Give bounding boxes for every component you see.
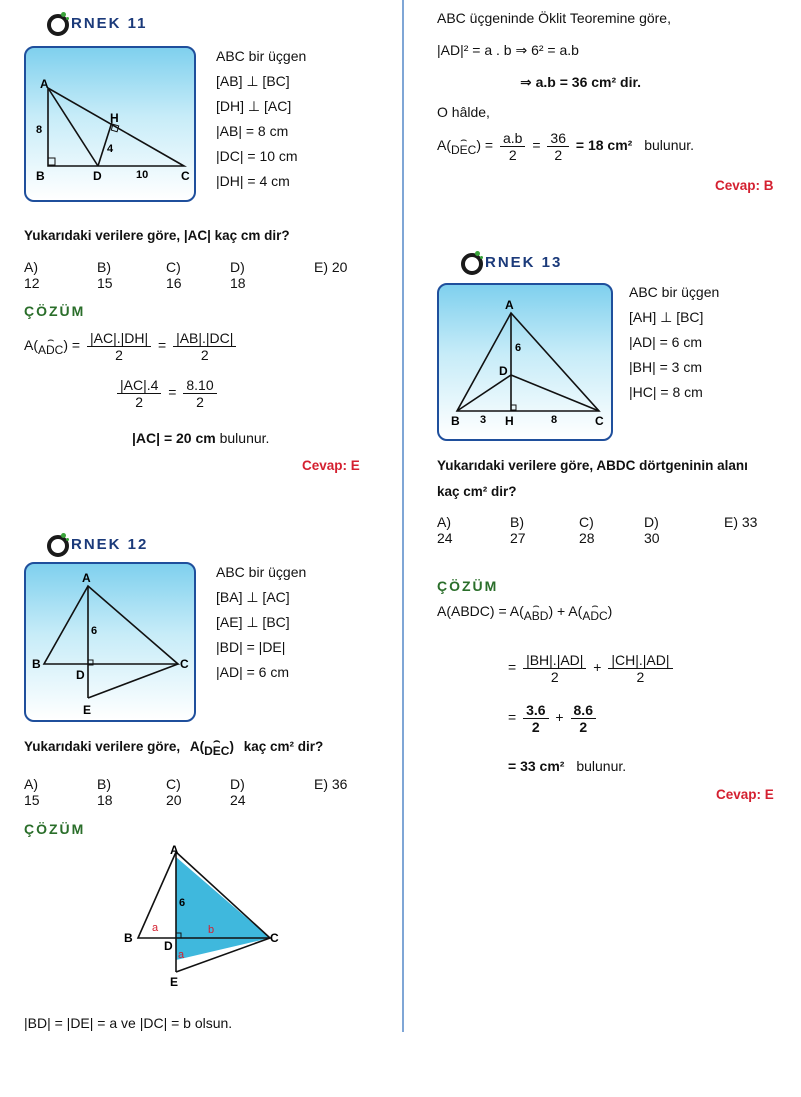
fig-label-d: D [164, 939, 173, 953]
ornek12-note: |BD| = |DE| = a ve |DC| = b olsun. [24, 1015, 233, 1031]
ornek11-triangle-figure [26, 48, 194, 200]
fig-label-e: E [83, 703, 92, 717]
option-d[interactable]: D) 30 [644, 514, 660, 546]
fig-label-8: 8 [551, 414, 558, 426]
given-line: |DC| = 10 cm [216, 148, 298, 164]
ornek12-cozum-heading: ÇÖZÜM [24, 821, 86, 837]
given-line: ABC bir üçgen [629, 284, 720, 300]
fig-label-h: H [505, 414, 514, 428]
given-line: [AE] ⊥ [BC] [216, 614, 290, 630]
fig-label-d: D [93, 169, 102, 183]
ornek11-answer: Cevap: E [302, 458, 360, 473]
ornek11-figure-panel [24, 46, 196, 202]
option-a[interactable]: A) 12 [24, 259, 40, 291]
given-line: ABC bir üçgen [216, 48, 307, 64]
right-line-4: O hâlde, [437, 104, 490, 120]
fig-label-d: D [499, 364, 508, 378]
ornek12-figure-panel [24, 562, 196, 722]
ornek13-question-line1: Yukarıdaki verilere göre, ABDC dörtgeninin alanı [437, 458, 748, 473]
ornek-logo-icon [47, 533, 69, 555]
option-a[interactable]: A) 24 [437, 514, 453, 546]
fig-label-d: D [76, 668, 85, 682]
given-line: [AH] ⊥ [BC] [629, 309, 704, 325]
fig-label-c: C [181, 169, 190, 183]
given-line: [AB] ⊥ [BC] [216, 73, 290, 89]
right-line-1: ABC üçgeninde Öklit Teoremine göre, [437, 10, 671, 26]
ornek12-heading [47, 533, 148, 555]
option-c[interactable]: C) 16 [166, 259, 182, 291]
option-c[interactable]: C) 28 [579, 514, 595, 546]
ornek13-answer: Cevap: E [716, 787, 774, 802]
ornek13-heading [461, 251, 562, 273]
ornek13-givens [629, 280, 719, 405]
ornek11-solution-line1: A( ⌢ ADC) = $\frac{|AC|.|DH|}{2}$ = $\frac{|AB|.|DC|}{2}$ [24, 330, 239, 363]
fig-label-3: 3 [480, 414, 487, 426]
option-e[interactable]: E) 36 [314, 776, 348, 792]
given-line: |DH| = 4 cm [216, 173, 290, 189]
ornek13-title: RNEK 13 [485, 253, 563, 271]
fig-label-a: A [82, 571, 91, 585]
ornek12-question: Yukarıdaki verilere göre, A( ⌢ DEC) kaç cm² dir? [24, 738, 323, 757]
given-line: |BD| = |DE| [216, 639, 286, 655]
right-line-3: ⇒ a.b = 36 cm² dir. [520, 74, 642, 90]
fig-label-c: C [180, 657, 189, 671]
given-line: [DH] ⊥ [AC] [216, 98, 292, 114]
option-d[interactable]: D) 24 [230, 776, 246, 808]
ornek11-solution-line2: $\frac{|AC|.4}{2}$ = $\frac{8.10}{2}$ [114, 377, 220, 410]
fig-label-a-red: a [152, 922, 159, 934]
option-b[interactable]: B) 27 [510, 514, 526, 546]
ornek13-solution-line3: = $\frac{3.6}{2}$ + $\frac{8.6}{2}$ [508, 702, 599, 735]
ornek13-result: = 33 cm² bulunur. [508, 758, 627, 774]
given-line: |AD| = 6 cm [216, 664, 290, 680]
option-c[interactable]: C) 20 [166, 776, 182, 808]
fig-label-a: A [170, 843, 179, 857]
fig-label-b: B [36, 169, 45, 183]
fig-label-h: H [110, 111, 119, 125]
fig-label-b-red: b [208, 924, 215, 936]
ornek11-result: |AC| = 20 cm bulunur. [132, 430, 270, 446]
ornek11-givens [216, 44, 306, 194]
given-line: |AD| = 6 cm [629, 334, 703, 350]
fig-label-c: C [270, 931, 279, 945]
ornek11-question: Yukarıdaki verilere göre, |AC| kaç cm dir? [24, 228, 290, 243]
fig-label-6: 6 [91, 625, 98, 637]
given-line: |AB| = 8 cm [216, 123, 289, 139]
right-line-5: A( ⌢ DEC) = $\frac{a.b}{2}$ = $\frac{36}{2}$ = 18 cm² bulunur. [437, 130, 694, 163]
option-b[interactable]: B) 15 [97, 259, 113, 291]
ornek13-figure-panel [437, 283, 613, 441]
fig-label-6: 6 [515, 342, 522, 354]
ornek12-answer: Cevap: B [715, 178, 774, 193]
given-line: ABC bir üçgen [216, 564, 307, 580]
column-divider [402, 0, 404, 1032]
fig-label-8: 8 [36, 124, 43, 136]
fig-label-b: B [124, 931, 133, 945]
right-line-2: |AD|² = a . b ⇒ 6² = a.b [437, 42, 579, 58]
ornek11-heading [47, 12, 148, 34]
ornek13-solution-line1: A(ABDC) = A( ⌢ ABD) + A( ⌢ ADC) [437, 603, 612, 622]
option-e[interactable]: E) 33 [724, 514, 758, 530]
fig-label-a: A [505, 298, 514, 312]
fig-label-b: B [451, 414, 460, 428]
ornek-logo-icon [47, 12, 69, 34]
fig-label-e: E [170, 975, 179, 989]
ornek13-cozum-heading: ÇÖZÜM [437, 578, 499, 594]
fig-label-4: 4 [107, 143, 114, 155]
ornek-logo-icon [461, 251, 483, 273]
ornek11-cozum-heading: ÇÖZÜM [24, 303, 86, 319]
option-a[interactable]: A) 15 [24, 776, 40, 808]
given-line: [BA] ⊥ [AC] [216, 589, 290, 605]
option-d[interactable]: D) 18 [230, 259, 246, 291]
ornek12-givens [216, 560, 306, 685]
given-line: |BH| = 3 cm [629, 359, 703, 375]
ornek12-triangle-figure [26, 564, 194, 720]
ornek13-solution-line2: = $\frac{|BH|.|AD|}{2}$ + $\frac{|CH|.|AD|}{2}$ [508, 652, 676, 685]
fig-label-c: C [595, 414, 604, 428]
option-e[interactable]: E) 20 [314, 259, 348, 275]
ornek12-solution-figure [118, 842, 288, 992]
fig-label-a: A [40, 77, 49, 91]
fig-label-10: 10 [136, 169, 149, 181]
fig-label-b: B [32, 657, 41, 671]
given-line: |HC| = 8 cm [629, 384, 703, 400]
fig-label-a2-red: a [178, 949, 185, 961]
ornek11-title: RNEK 11 [71, 14, 148, 32]
ornek12-title: RNEK 12 [71, 535, 149, 553]
ornek13-triangle-figure [439, 285, 611, 439]
fig-label-6: 6 [179, 897, 186, 909]
option-b[interactable]: B) 18 [97, 776, 113, 808]
ornek13-question-line2: kaç cm² dir? [437, 484, 517, 499]
